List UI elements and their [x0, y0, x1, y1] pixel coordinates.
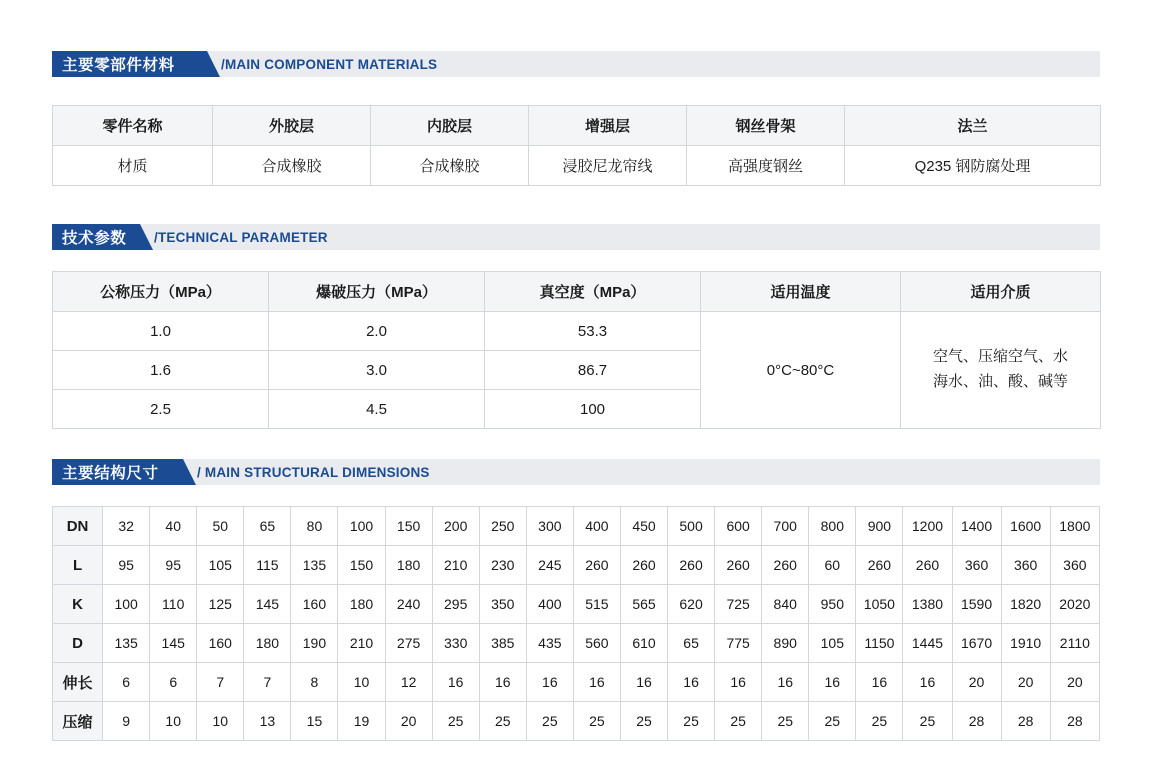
dims-cell: 1590	[952, 585, 1001, 624]
dims-cell: 700	[762, 507, 809, 546]
dims-cell: 10	[197, 702, 244, 741]
tech-cell-nominal-pressure: 2.5	[53, 390, 269, 429]
dims-cell: 385	[479, 624, 526, 663]
dims-row-label: D	[53, 624, 103, 663]
dims-cell: 145	[150, 624, 197, 663]
tech-header-cell: 公称压力（MPa）	[53, 272, 269, 312]
dims-cell: 240	[385, 585, 432, 624]
dims-cell: 16	[809, 663, 856, 702]
dims-cell: 210	[432, 546, 479, 585]
technical-parameter-table	[52, 271, 1101, 429]
tech-cell-nominal-pressure: 1.6	[53, 351, 269, 390]
materials-cell: 材质	[53, 146, 213, 186]
dims-cell: 890	[762, 624, 809, 663]
dims-cell: 950	[809, 585, 856, 624]
section-heading-label	[52, 459, 183, 485]
section-title-en: / MAIN STRUCTURAL DIMENSIONS	[197, 464, 430, 480]
section-heading-materials	[52, 51, 1100, 77]
dims-cell: 16	[668, 663, 715, 702]
dims-cell: 16	[479, 663, 526, 702]
table-row	[53, 146, 1101, 186]
dims-cell: 25	[715, 702, 762, 741]
dims-cell: 105	[197, 546, 244, 585]
dims-cell: 100	[103, 585, 150, 624]
dims-cell: 65	[244, 507, 291, 546]
dims-cell: 260	[668, 546, 715, 585]
dims-cell: 180	[385, 546, 432, 585]
dims-cell: 60	[809, 546, 856, 585]
dims-cell: 16	[903, 663, 952, 702]
tech-cell-medium	[901, 312, 1101, 429]
dims-cell: 25	[620, 702, 667, 741]
dims-cell: 360	[1001, 546, 1050, 585]
dims-cell: 105	[809, 624, 856, 663]
dims-cell: 20	[1001, 663, 1050, 702]
tech-cell-nominal-pressure: 1.0	[53, 312, 269, 351]
dims-cell: 275	[385, 624, 432, 663]
dimensions-table	[52, 506, 1100, 741]
dims-cell: 8	[291, 663, 338, 702]
dims-cell: 20	[1050, 663, 1099, 702]
dims-cell: 900	[856, 507, 903, 546]
dims-cell: 7	[244, 663, 291, 702]
dims-cell: 115	[244, 546, 291, 585]
dims-cell: 145	[244, 585, 291, 624]
medium-line-2: 海水、油、酸、碱等	[932, 373, 1068, 390]
dims-cell: 1200	[903, 507, 952, 546]
section-heading-label	[52, 51, 207, 77]
dims-row-label: K	[53, 585, 103, 624]
dims-cell: 16	[432, 663, 479, 702]
table-row	[53, 702, 1100, 741]
table-row	[53, 272, 1101, 312]
dims-cell: 10	[150, 702, 197, 741]
dims-cell: 295	[432, 585, 479, 624]
tech-header-cell: 真空度（MPa）	[485, 272, 701, 312]
table-row	[53, 546, 1100, 585]
dims-cell: 7	[197, 663, 244, 702]
dims-cell: 125	[197, 585, 244, 624]
tech-cell-temperature: 0°C~80°C	[701, 312, 901, 429]
dims-cell: 2020	[1050, 585, 1099, 624]
table-row	[53, 106, 1101, 146]
dims-cell: 25	[573, 702, 620, 741]
dims-cell: 620	[668, 585, 715, 624]
table-row	[53, 624, 1100, 663]
medium-line-1: 空气、压缩空气、水	[932, 348, 1068, 366]
dims-cell: 515	[573, 585, 620, 624]
dims-cell: 16	[526, 663, 573, 702]
dims-cell: 500	[668, 507, 715, 546]
dims-cell: 135	[291, 546, 338, 585]
tech-cell-burst-pressure: 3.0	[269, 351, 485, 390]
dims-cell: 400	[526, 585, 573, 624]
dims-cell: 6	[150, 663, 197, 702]
dims-cell: 260	[762, 546, 809, 585]
dims-cell: 360	[952, 546, 1001, 585]
dims-cell: 16	[715, 663, 762, 702]
dims-cell: 2110	[1050, 624, 1099, 663]
section-title-en: /MAIN COMPONENT MATERIALS	[221, 56, 438, 72]
dims-cell: 260	[620, 546, 667, 585]
dims-cell: 1600	[1001, 507, 1050, 546]
tech-cell-vacuum: 53.3	[485, 312, 701, 351]
dims-cell: 180	[338, 585, 385, 624]
dims-cell: 1800	[1050, 507, 1099, 546]
dims-row-label: 伸长	[53, 663, 103, 702]
section-title-en: /TECHNICAL PARAMETER	[154, 229, 328, 245]
dims-cell: 16	[620, 663, 667, 702]
dims-cell: 610	[620, 624, 667, 663]
materials-header-cell: 钢丝骨架	[687, 106, 845, 146]
dims-cell: 300	[526, 507, 573, 546]
section-subtitle-wrap	[215, 51, 437, 77]
dims-cell: 80	[291, 507, 338, 546]
dims-cell: 16	[856, 663, 903, 702]
dims-cell: 725	[715, 585, 762, 624]
dims-cell: 260	[903, 546, 952, 585]
dims-cell: 110	[150, 585, 197, 624]
dims-cell: 15	[291, 702, 338, 741]
tech-cell-vacuum: 100	[485, 390, 701, 429]
dims-cell: 25	[526, 702, 573, 741]
table-row	[53, 663, 1100, 702]
dims-cell: 25	[432, 702, 479, 741]
dims-cell: 160	[197, 624, 244, 663]
dims-cell: 435	[526, 624, 573, 663]
dims-cell: 10	[338, 663, 385, 702]
dims-cell: 25	[809, 702, 856, 741]
dims-cell: 19	[338, 702, 385, 741]
materials-table	[52, 105, 1101, 186]
table-row	[53, 312, 1101, 351]
dims-cell: 1150	[856, 624, 903, 663]
section-title-cn: 主要零部件材料	[62, 57, 175, 74]
dims-cell: 16	[573, 663, 620, 702]
tech-cell-vacuum: 86.7	[485, 351, 701, 390]
dims-cell: 150	[385, 507, 432, 546]
materials-cell: 合成橡胶	[371, 146, 529, 186]
dims-cell: 25	[479, 702, 526, 741]
tech-header-cell: 爆破压力（MPa）	[269, 272, 485, 312]
dims-cell: 20	[385, 702, 432, 741]
dims-cell: 16	[762, 663, 809, 702]
materials-header-cell: 零件名称	[53, 106, 213, 146]
dims-cell: 28	[1001, 702, 1050, 741]
dims-cell: 1910	[1001, 624, 1050, 663]
tech-cell-burst-pressure: 2.0	[269, 312, 485, 351]
table-row	[53, 507, 1100, 546]
dims-cell: 190	[291, 624, 338, 663]
dims-cell: 1820	[1001, 585, 1050, 624]
dims-cell: 95	[103, 546, 150, 585]
dims-cell: 28	[1050, 702, 1099, 741]
dims-cell: 25	[903, 702, 952, 741]
tech-header-cell: 适用温度	[701, 272, 901, 312]
dims-cell: 400	[573, 507, 620, 546]
materials-cell: 浸胶尼龙帘线	[529, 146, 687, 186]
dims-cell: 260	[573, 546, 620, 585]
section-title-cn: 主要结构尺寸	[62, 465, 159, 482]
dims-cell: 350	[479, 585, 526, 624]
dims-row-label: L	[53, 546, 103, 585]
dims-cell: 245	[526, 546, 573, 585]
dims-cell: 13	[244, 702, 291, 741]
dims-cell: 32	[103, 507, 150, 546]
dims-cell: 25	[856, 702, 903, 741]
dims-cell: 12	[385, 663, 432, 702]
tech-header-cell: 适用介质	[901, 272, 1101, 312]
materials-header-cell: 增强层	[529, 106, 687, 146]
dims-cell: 840	[762, 585, 809, 624]
dims-cell: 65	[668, 624, 715, 663]
section-subtitle-wrap	[191, 459, 430, 485]
dims-cell: 565	[620, 585, 667, 624]
dims-cell: 450	[620, 507, 667, 546]
materials-cell: 合成橡胶	[213, 146, 371, 186]
dims-cell: 95	[150, 546, 197, 585]
dims-cell: 1670	[952, 624, 1001, 663]
dims-cell: 775	[715, 624, 762, 663]
dims-cell: 160	[291, 585, 338, 624]
dims-cell: 9	[103, 702, 150, 741]
dims-row-label: DN	[53, 507, 103, 546]
dims-cell: 135	[103, 624, 150, 663]
dims-cell: 360	[1050, 546, 1099, 585]
dims-cell: 200	[432, 507, 479, 546]
dims-cell: 40	[150, 507, 197, 546]
materials-header-cell: 内胶层	[371, 106, 529, 146]
dims-cell: 1050	[856, 585, 903, 624]
dims-cell: 600	[715, 507, 762, 546]
dims-cell: 100	[338, 507, 385, 546]
dims-cell: 150	[338, 546, 385, 585]
dims-cell: 20	[952, 663, 1001, 702]
dims-row-label: 压缩	[53, 702, 103, 741]
dims-cell: 210	[338, 624, 385, 663]
dims-cell: 800	[809, 507, 856, 546]
dims-cell: 1445	[903, 624, 952, 663]
section-subtitle-wrap	[148, 224, 328, 250]
materials-header-cell: 外胶层	[213, 106, 371, 146]
dims-cell: 260	[856, 546, 903, 585]
dims-cell: 230	[479, 546, 526, 585]
dims-cell: 250	[479, 507, 526, 546]
materials-cell: Q235 钢防腐处理	[845, 146, 1101, 186]
dims-cell: 260	[715, 546, 762, 585]
dims-cell: 1400	[952, 507, 1001, 546]
section-heading-dimensions	[52, 459, 1100, 485]
dims-cell: 50	[197, 507, 244, 546]
section-title-cn: 技术参数	[62, 230, 127, 247]
materials-header-cell: 法兰	[845, 106, 1101, 146]
table-row	[53, 585, 1100, 624]
tech-cell-burst-pressure: 4.5	[269, 390, 485, 429]
section-heading-label	[52, 224, 140, 250]
dims-cell: 560	[573, 624, 620, 663]
dims-cell: 1380	[903, 585, 952, 624]
dims-cell: 25	[668, 702, 715, 741]
dims-cell: 25	[762, 702, 809, 741]
section-heading-technical	[52, 224, 1100, 250]
dims-cell: 180	[244, 624, 291, 663]
dims-cell: 28	[952, 702, 1001, 741]
materials-cell: 高强度钢丝	[687, 146, 845, 186]
dims-cell: 6	[103, 663, 150, 702]
dims-cell: 330	[432, 624, 479, 663]
